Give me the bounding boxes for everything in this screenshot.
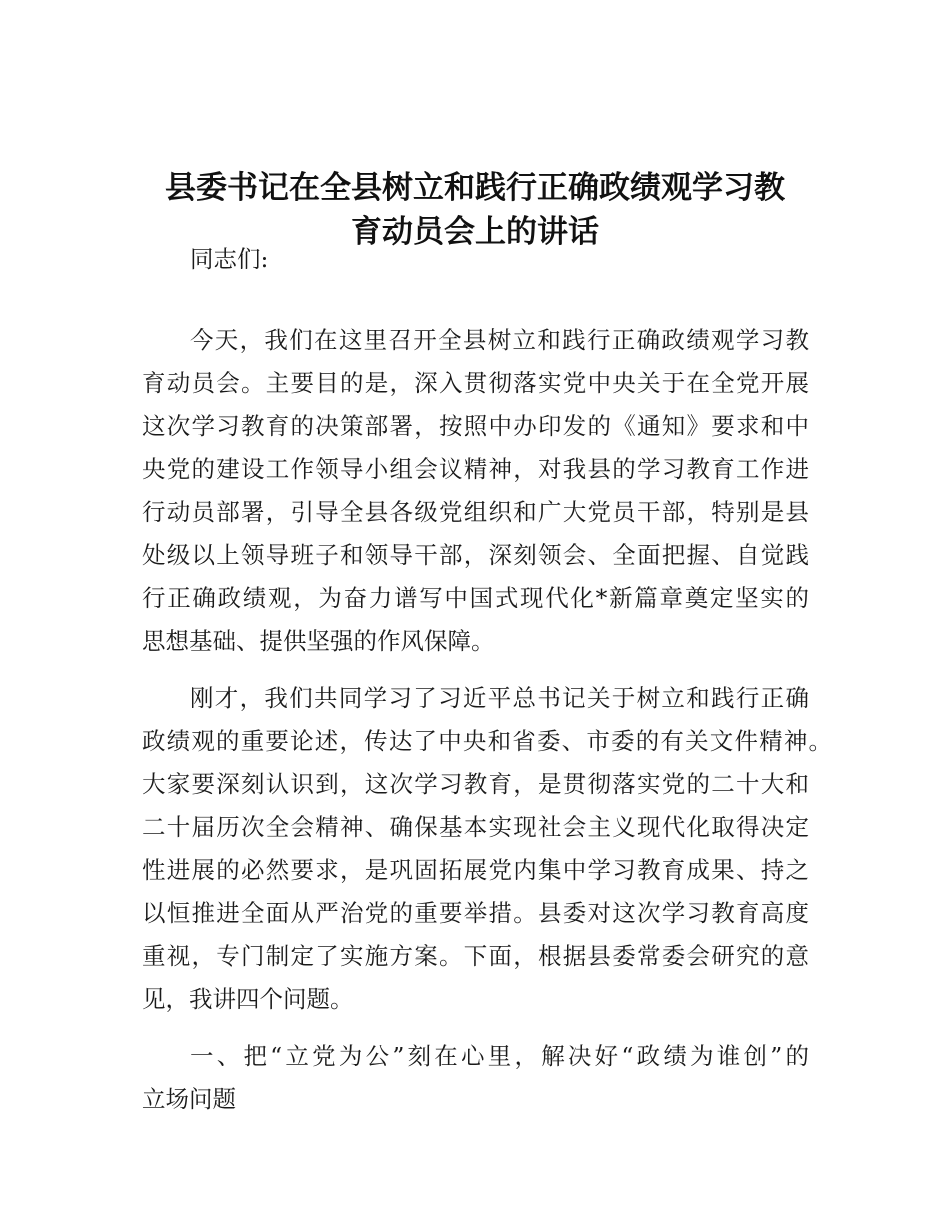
section-heading-line-1: 一、把“立党为公”刻在心里，解决好“政绩为谁创”的 <box>190 1042 809 1070</box>
salutation: 同志们: <box>190 245 269 273</box>
paragraph-1-line-8: 思想基础、提供坚强的作风保障。 <box>142 627 495 655</box>
paragraph-2-line-3: 大家要深刻认识到，这次学习教育，是贯彻落实党的二十大和 <box>142 770 809 798</box>
paragraph-1-line-6: 处级以上领导班子和领导干部，深刻领会、全面把握、自觉践 <box>142 541 809 569</box>
paragraph-2-line-2: 政绩观的重要论述，传达了中央和省委、市委的有关文件精神。 <box>142 727 832 755</box>
paragraph-1-line-3: 这次学习教育的决策部署，按照中办印发的《通知》要求和中 <box>142 412 809 440</box>
paragraph-2-line-1: 刚才，我们共同学习了习近平总书记关于树立和践行正确 <box>190 684 809 712</box>
paragraph-1-line-1: 今天，我们在这里召开全县树立和践行正确政绩观学习教 <box>190 326 809 354</box>
paragraph-1-line-7: 行正确政绩观，为奋力谱写中国式现代化*新篇章奠定坚实的 <box>142 584 809 612</box>
paragraph-1-line-5: 行动员部署，引导全县各级党组织和广大党员干部，特别是县 <box>142 498 809 526</box>
paragraph-2-line-5: 性进展的必然要求，是巩固拓展党内集中学习教育成果、持之 <box>142 856 809 884</box>
document-title-line-2: 育动员会上的讲话 <box>351 214 599 250</box>
document-title-line-1: 县委书记在全县树立和践行正确政绩观学习教 <box>165 170 785 206</box>
paragraph-2-line-7: 重视，专门制定了实施方案。下面，根据县委常委会研究的意 <box>142 942 809 970</box>
paragraph-2-line-8: 见，我讲四个问题。 <box>142 985 354 1013</box>
paragraph-2-line-6: 以恒推进全面从严治党的重要举措。县委对这次学习教育高度 <box>142 899 809 927</box>
section-heading-line-2: 立场问题 <box>142 1085 236 1113</box>
paragraph-2-line-4: 二十届历次全会精神、确保基本实现社会主义现代化取得决定 <box>142 813 809 841</box>
paragraph-1-line-4: 央党的建设工作领导小组会议精神，对我县的学习教育工作进 <box>142 455 809 483</box>
paragraph-1-line-2: 育动员会。主要目的是，深入贯彻落实党中央关于在全党开展 <box>142 369 809 397</box>
